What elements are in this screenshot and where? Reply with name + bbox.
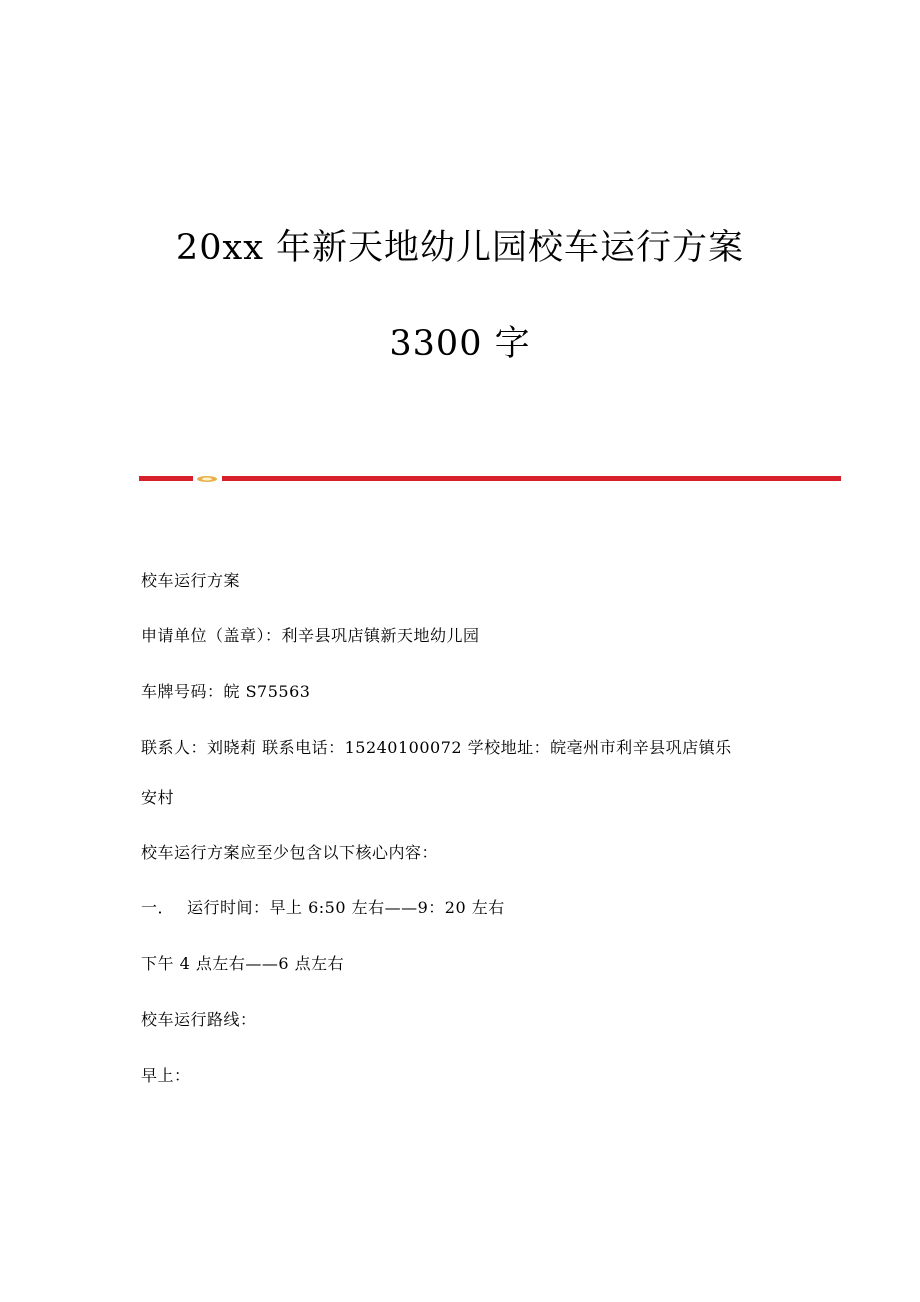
divider-left bbox=[139, 476, 193, 481]
contact-line: 联系人：刘晓莉 联系电话：15240100072 学校地址：皖亳州市利辛县巩店镇乐 bbox=[141, 738, 732, 757]
afternoon-time-line: 下午 4 点左右——6 点左右 bbox=[141, 954, 345, 973]
list-item-text: 运行时间：早上 6:50 左右——9：20 左右 bbox=[187, 898, 505, 917]
route-heading: 校车运行路线： bbox=[141, 1010, 257, 1029]
document-subtitle: 3300 字 bbox=[389, 324, 531, 364]
applicant-line: 申请单位（盖章）：利辛县巩店镇新天地幼儿园 bbox=[141, 626, 480, 645]
divider-right bbox=[222, 476, 841, 481]
list-item-number: 一． bbox=[141, 898, 175, 917]
section-heading: 校车运行方案 bbox=[141, 571, 241, 590]
ornament-icon bbox=[196, 474, 218, 484]
plate-line: 车牌号码：皖 S75563 bbox=[141, 682, 311, 701]
document-title: 20xx 年新天地幼儿园校车运行方案 bbox=[175, 228, 745, 268]
morning-heading: 早上： bbox=[141, 1066, 191, 1085]
core-content-intro: 校车运行方案应至少包含以下核心内容： bbox=[141, 843, 439, 862]
list-item bbox=[141, 898, 505, 918]
contact-line-continued: 安村 bbox=[141, 788, 175, 807]
